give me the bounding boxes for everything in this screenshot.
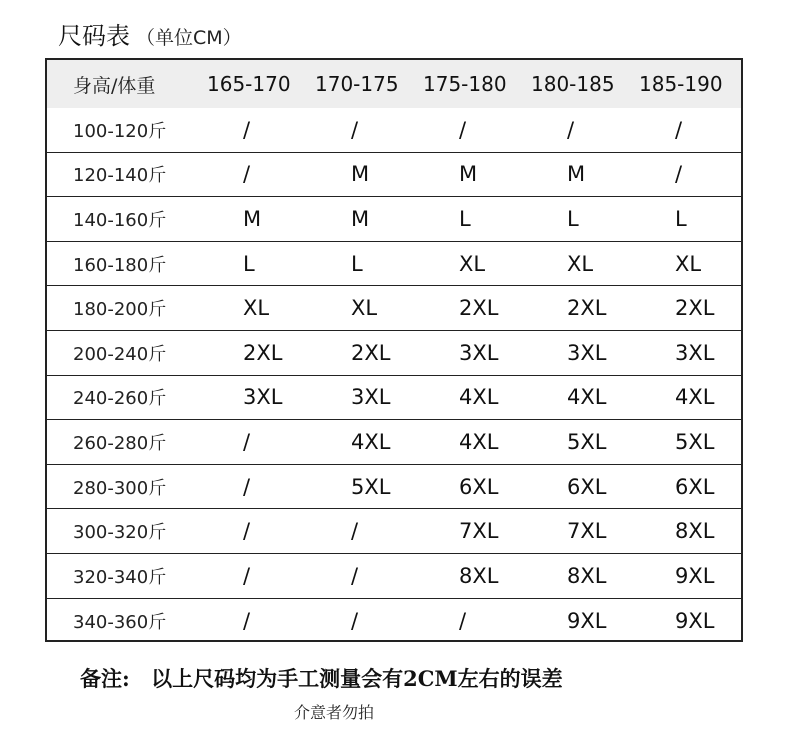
table-row (47, 286, 741, 331)
corner-header: 身高/体重 (73, 74, 156, 97)
size-cell: M (567, 162, 586, 187)
row-label: 200-240斤 (73, 343, 167, 365)
size-cell: 3XL (351, 385, 391, 410)
size-cell: / (459, 117, 467, 142)
size-cell: 8XL (459, 563, 499, 588)
size-cell: 8XL (675, 519, 715, 544)
size-cell: XL (351, 296, 378, 321)
table-row (47, 420, 741, 465)
size-cell: L (567, 206, 579, 231)
size-cell: 7XL (567, 519, 607, 544)
size-cell: 2XL (351, 340, 391, 365)
row-label: 140-160斤 (73, 209, 167, 231)
size-cell: XL (459, 251, 486, 276)
size-cell: 5XL (567, 429, 607, 454)
size-cell: 3XL (243, 385, 283, 410)
size-cell: M (351, 206, 370, 231)
size-table (45, 58, 743, 642)
size-cell: XL (675, 251, 702, 276)
table-row (47, 554, 741, 599)
size-cell: XL (567, 251, 594, 276)
table-row (47, 376, 741, 421)
size-cell: / (567, 117, 575, 142)
column-header: 175-180 (423, 72, 507, 96)
footnote-label: 备注: (80, 666, 130, 691)
row-label: 340-360斤 (73, 611, 167, 633)
size-cell: / (243, 608, 251, 633)
table-row (47, 509, 741, 554)
table-row (47, 465, 741, 510)
footnote-sub: 介意者勿拍 (294, 703, 375, 722)
row-label: 160-180斤 (73, 254, 167, 276)
size-cell: / (243, 429, 251, 454)
size-cell: 2XL (243, 340, 283, 365)
size-cell: 6XL (675, 474, 715, 499)
size-cell: 4XL (675, 385, 715, 410)
size-cell: 6XL (567, 474, 607, 499)
size-cell: 9XL (675, 608, 715, 633)
size-cell: 9XL (567, 608, 607, 633)
size-cell: 4XL (459, 385, 499, 410)
size-cell: L (243, 251, 255, 276)
table-header-row (47, 60, 741, 108)
row-label: 180-200斤 (73, 299, 167, 321)
row-label: 260-280斤 (73, 432, 167, 454)
size-cell: / (243, 162, 251, 187)
size-cell: / (351, 563, 359, 588)
table-row (47, 153, 741, 198)
size-cell: / (351, 608, 359, 633)
size-cell: M (459, 162, 478, 187)
size-cell: 4XL (567, 385, 607, 410)
size-cell: 2XL (567, 296, 607, 321)
size-cell: 4XL (459, 429, 499, 454)
size-cell: / (351, 519, 359, 544)
table-row (47, 599, 741, 644)
column-header: 185-190 (639, 72, 723, 96)
row-label: 120-140斤 (73, 165, 167, 187)
size-cell: XL (243, 296, 270, 321)
size-cell: L (675, 206, 687, 231)
size-cell: / (243, 117, 251, 142)
size-cell: 4XL (351, 429, 391, 454)
size-cell: / (675, 117, 683, 142)
size-cell: 3XL (459, 340, 499, 365)
size-cell: 3XL (567, 340, 607, 365)
column-header: 165-170 (207, 72, 291, 96)
row-label: 320-340斤 (73, 566, 167, 588)
table-body (47, 108, 741, 643)
column-header: 180-185 (531, 72, 615, 96)
title-main: 尺码表 (58, 22, 130, 50)
size-cell: / (243, 519, 251, 544)
footnote-text: 以上尺码均为手工测量会有2CM左右的误差 (151, 666, 563, 691)
size-cell: / (675, 162, 683, 187)
table-row (47, 197, 741, 242)
size-cell: 9XL (675, 563, 715, 588)
footnote (80, 663, 563, 693)
size-cell: / (351, 117, 359, 142)
size-cell: / (459, 608, 467, 633)
size-cell: 7XL (459, 519, 499, 544)
table-row (47, 108, 741, 153)
column-header: 170-175 (315, 72, 399, 96)
table-row (47, 242, 741, 287)
row-label: 100-120斤 (73, 120, 167, 142)
size-cell: 2XL (459, 296, 499, 321)
row-label: 280-300斤 (73, 477, 167, 499)
table-row (47, 331, 741, 376)
size-cell: 3XL (675, 340, 715, 365)
row-label: 300-320斤 (73, 522, 167, 544)
title-unit: （单位CM） (136, 27, 242, 49)
size-cell: 6XL (459, 474, 499, 499)
size-cell: / (243, 563, 251, 588)
size-cell: / (243, 474, 251, 499)
size-cell: 8XL (567, 563, 607, 588)
size-cell: 5XL (675, 429, 715, 454)
size-cell: L (351, 251, 363, 276)
size-cell: M (351, 162, 370, 187)
size-cell: M (243, 206, 262, 231)
size-cell: L (459, 206, 471, 231)
row-label: 240-260斤 (73, 388, 167, 410)
size-cell: 2XL (675, 296, 715, 321)
size-cell: 5XL (351, 474, 391, 499)
page-title (58, 16, 242, 51)
